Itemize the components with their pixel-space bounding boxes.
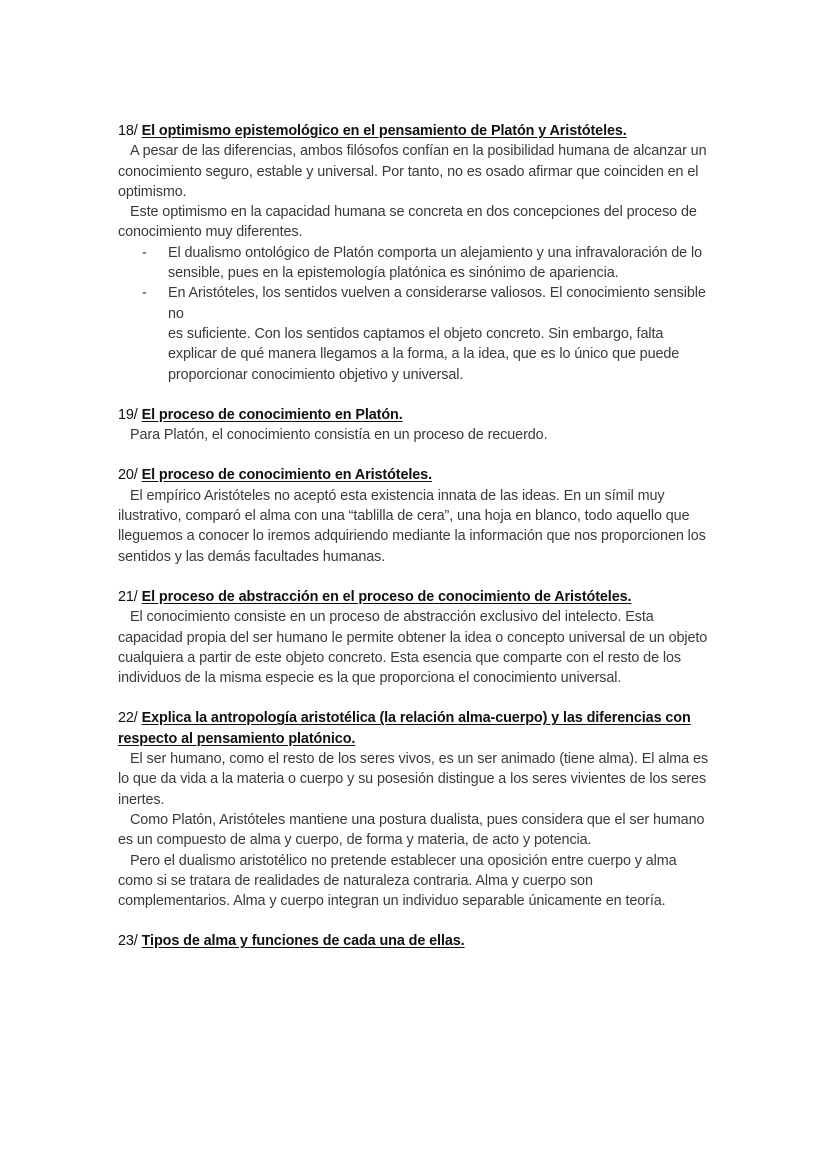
paragraph: Pero el dualismo aristotélico no pretende establecer una oposición entre cuerpo y alma como si se tratara de realidades de naturaleza contraria. Alma y cuerpo son complementarios. Alma y cuerpo integran un individuo separable únicamente en teoría. <box>118 852 677 910</box>
paragraph: El conocimiento consiste en un proceso de abstracción exclusivo del intelecto. Esta capacidad propia del ser humano le permite obtener la idea o concepto universal de un objeto cualquiera a partir de este objeto concreto. Esta esencia que comparte con el resto de los individuos de la misma especie es la que proporciona el conocimiento universal. <box>118 609 708 687</box>
section-title: Tipos de alma y funciones de cada una de ellas. <box>141 933 465 950</box>
bullet-dash: - <box>142 285 147 302</box>
section-19 <box>118 405 708 446</box>
section-title: El proceso de conocimiento en Aristóteles. <box>141 467 432 484</box>
section-title: El proceso de abstracción en el proceso de conocimiento de Aristóteles. <box>141 588 632 605</box>
section-number: 23/ <box>118 933 138 950</box>
section-18 <box>118 121 708 385</box>
section-number: 18/ <box>118 123 138 139</box>
section-22 <box>118 708 708 911</box>
paragraph: Este optimismo en la capacidad humana se concreta en dos concepciones del proceso de conocimiento muy diferentes. <box>118 204 697 241</box>
bullet-list <box>118 243 708 385</box>
section-number: 22/ <box>118 710 138 727</box>
section-heading <box>118 121 708 141</box>
bullet-text: En Aristóteles, los sentidos vuelven a considerarse valiosos. El conocimiento sensible no <box>168 285 706 322</box>
paragraph: El ser humano, como el resto de los seres vivos, es un ser animado (tiene alma). El alma es lo que da vida a la materia o cuerpo y su posesión distingue a los seres vivientes de los seres inertes. <box>118 751 708 808</box>
section-21 <box>118 587 708 688</box>
section-heading <box>118 405 708 425</box>
section-23 <box>118 931 708 951</box>
bullet-text: El dualismo ontológico de Platón comporta un alejamiento y una infravaloración de lo sensible, pues en la epistemología platónica es sinónimo de apariencia. <box>168 244 702 282</box>
paragraph: El empírico Aristóteles no aceptó esta existencia innata de las ideas. En un símil muy ilustrativo, comparó el alma con una “tablilla de cera”, una hoja en blanco, todo aquello que lleguemos a conocer lo iremos adquiriendo mediante la información que nos proporcionen los sentidos y las demás facultades humanas. <box>118 487 706 565</box>
bullet-text-continued: es suficiente. Con los sentidos captamos el objeto concreto. Sin embargo, falta explicar de qué manera llegamos a la forma, a la idea, que es lo único que puede proporcionar conocimiento objetivo y universal. <box>168 325 680 383</box>
section-20 <box>118 465 708 566</box>
section-title: Explica la antropología aristotélica (la relación alma-cuerpo) y las diferencias con respecto al pensamiento platónico. <box>118 710 691 747</box>
paragraph: Como Platón, Aristóteles mantiene una postura dualista, pues considera que el ser humano es un compuesto de alma y cuerpo, de forma y materia, de acto y potencia. <box>118 811 705 849</box>
section-heading <box>118 465 708 485</box>
section-heading <box>118 708 708 749</box>
section-number: 20/ <box>118 467 138 484</box>
bullet-dash: - <box>142 244 147 261</box>
paragraph: A pesar de las diferencias, ambos filósofos confían en la posibilidad humana de alcanzar un conocimiento seguro, estable y universal. Por tanto, no es osado afirmar que coinciden en el optimismo. <box>118 143 707 200</box>
paragraph: Para Platón, el conocimiento consistía en un proceso de recuerdo. <box>130 427 548 444</box>
section-title: El proceso de conocimiento en Platón. <box>141 406 403 423</box>
section-heading <box>118 931 708 951</box>
section-number: 19/ <box>118 406 138 423</box>
list-item <box>142 243 708 284</box>
list-item <box>142 283 708 384</box>
document-page <box>118 121 708 972</box>
section-title: El optimismo epistemológico en el pensamiento de Platón y Aristóteles. <box>141 123 627 139</box>
section-number: 21/ <box>118 588 138 605</box>
section-heading <box>118 587 708 607</box>
